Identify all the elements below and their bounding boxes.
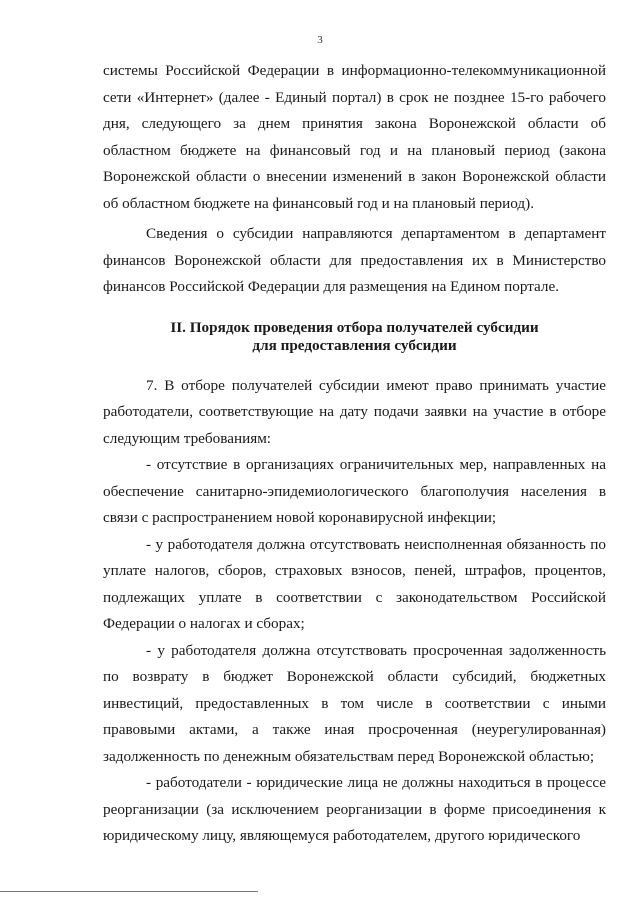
scan-edge-line bbox=[0, 891, 258, 892]
requirement-item: - работодатели - юридические лица не должны находиться в процессе реорганизации (за исключением реорганизации в форме присоединения к юридическому лицу, являющемуся работодателем, другого юридического bbox=[103, 774, 606, 844]
section-heading bbox=[103, 319, 606, 355]
requirement-item: - у работодателя должна отсутствовать просроченная задолженность по возврату в бюджет Воронежской области субсидий, бюджетных инвестиций, предоставленных в том числе в соответствии с иными правовыми актами, а также иная просроченная (неурегулированная) задолженность по денежным обязательствам перед Воронежской областью; bbox=[103, 641, 606, 765]
requirement-item: - отсутствие в организациях ограничительных мер, направленных на обеспечение санитарно-эпидемиологического благополучия населения в связи с распространением новой коронавирусной инфекции; bbox=[103, 456, 606, 526]
paragraph-clause-7: 7. В отборе получателей субсидии имеют право принимать участие работодатели, соответствующие на дату подачи заявки на участие в отборе следующим требованиям: bbox=[103, 376, 606, 447]
document-body bbox=[103, 58, 606, 850]
requirement-item: - у работодателя должна отсутствовать неисполненная обязанность по уплате налогов, сборов, страховых взносов, пеней, штрафов, процентов, подлежащих уплате в соответствии с законодательством Российской Федерации о налогах и сборах; bbox=[103, 535, 606, 632]
section-heading-line1: II. Порядок проведения отбора получателей субсидии bbox=[170, 318, 539, 336]
paragraph-subsidy-info: Сведения о субсидии направляются департаментом в департамент финансов Воронежской области для предоставления их в Министерство финансов Российской Федерации для размещения на Едином портале. bbox=[103, 225, 606, 295]
page-number: 3 bbox=[317, 34, 323, 46]
paragraph-continuation: системы Российской Федерации в информационно-телекоммуникационной сети «Интернет» (далее - Единый портал) в срок не позднее 15-го рабочего дня, следующего за днем принятия закона Воронежской области об областном бюджете на финансовый год и на плановый период (закона Воронежской области о внесении изменений в закон Воронежской области об областном бюджете на финансовый год и на плановый период). bbox=[103, 62, 606, 212]
section-heading-line2: для предоставления субсидии bbox=[252, 336, 457, 354]
